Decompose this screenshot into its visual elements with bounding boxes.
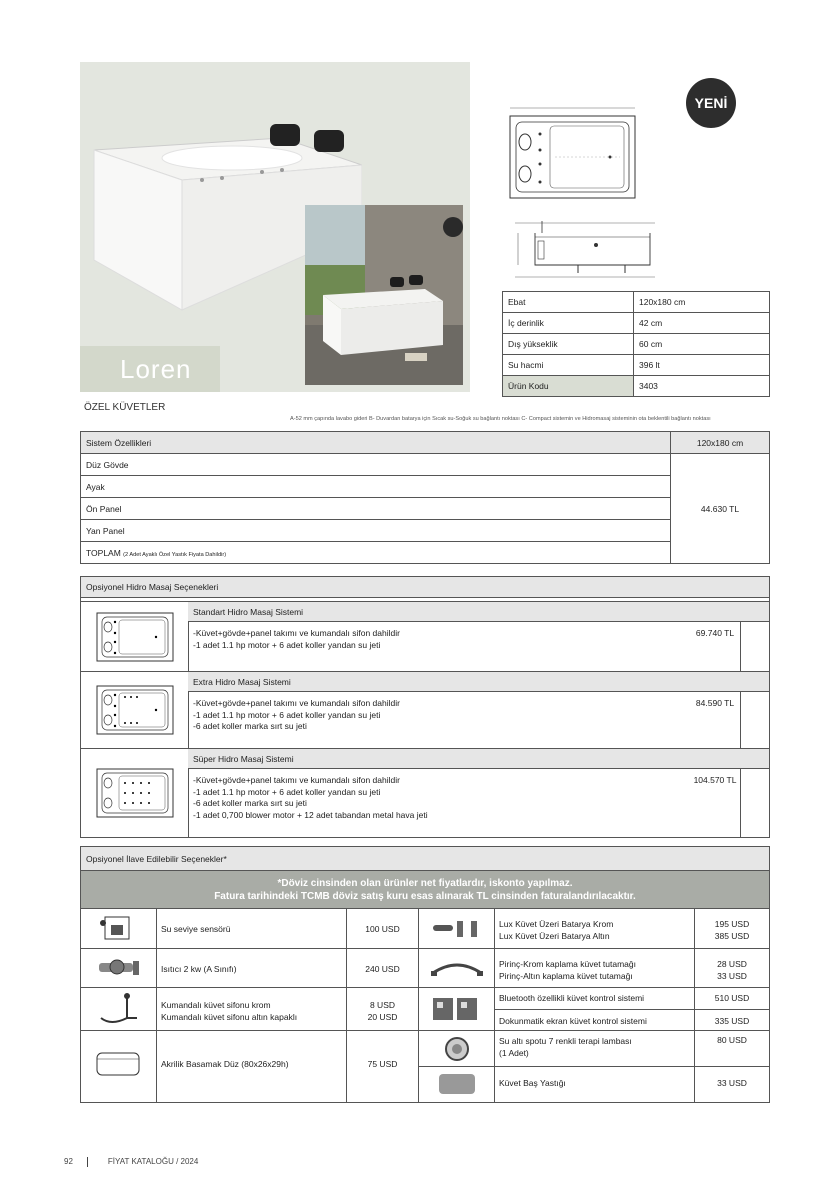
spec-value: 120x180 cm	[634, 292, 770, 313]
notice-line: *Döviz cinsinden olan ürünler net fiyatlardır, iskonto yapılmaz.	[277, 878, 573, 889]
extra-price-cell	[695, 909, 769, 949]
hidro-description	[188, 769, 741, 838]
hidro-line: -1 adet 1.1 hp motor + 6 adet koller yandan su jeti	[193, 709, 381, 720]
water-level-sensor-icon	[81, 909, 157, 949]
extra-label: Akrilik Basamak Düz (80x26x29h)	[157, 1031, 347, 1102]
extra-price: 335 USD	[695, 1010, 769, 1031]
extra-label: Dokunmatik ekran küvet kontrol sistemi	[495, 1010, 695, 1031]
hidro-name: Extra Hidro Masaj Sistemi	[188, 672, 769, 692]
extra-label-cell	[495, 949, 695, 988]
extra-label: Lux Küvet Üzeri Batarya Altın	[499, 931, 610, 941]
total-label: TOPLAM	[86, 547, 121, 558]
spec-label: Ürün Kodu	[503, 376, 634, 397]
extra-price-cell	[695, 949, 769, 988]
extra-price: 8 USD	[369, 1000, 396, 1010]
hidro-description	[188, 622, 741, 672]
extra-price-cell	[347, 988, 419, 1031]
system-header: Sistem Özellikleri	[81, 432, 671, 454]
extra-label: Bluetooth özellikli küvet kontrol sistemi	[495, 988, 695, 1010]
extra-price: 100 USD	[347, 909, 419, 949]
spec-table	[502, 291, 770, 397]
extra-label: (1 Adet)	[499, 1048, 529, 1058]
page-number: 92	[64, 1157, 73, 1167]
room-photo	[305, 205, 463, 385]
system-row: Ön Panel	[81, 498, 671, 520]
hidro-line: -1 adet 1.1 hp motor + 6 adet koller yandan su jeti	[193, 639, 381, 650]
notice-line: Fatura tarihindeki TCMB döviz satış kuru esas alınarak TL cinsinden faturalandırılacaktır.	[214, 891, 636, 902]
spec-value: 60 cm	[634, 334, 770, 355]
hidro-price: 104.570 TL	[693, 775, 737, 785]
page-footer	[64, 1157, 198, 1167]
product-hero-image	[80, 62, 470, 392]
hidro-section-extra	[81, 671, 769, 749]
hidro-options	[80, 576, 770, 838]
spec-value: 3403	[634, 376, 770, 397]
hidro-line: -Küvet+gövde+panel takımı ve kumandalı sifon dahildir	[193, 775, 400, 785]
extra-label: Kumandalı küvet sifonu krom	[161, 1000, 271, 1010]
underwater-light-icon	[419, 1031, 495, 1067]
hidro-line: -1 adet 1.1 hp motor + 6 adet koller yandan su jeti	[193, 786, 381, 797]
drawing-notes: A-52 mm çapında lavabo gideri B- Duvardan batarya için Sıcak su-Soğuk su bağlantı noktası C- Compact sistemin ve Hidromasaj sisteminin ota beklentili bağlantı noktası	[290, 416, 711, 422]
system-size: 120x180 cm	[671, 432, 770, 454]
extra-label: Küvet Baş Yastığı	[495, 1067, 695, 1102]
step-icon	[81, 1031, 157, 1102]
faucet-icon	[419, 909, 495, 949]
pillow-icon	[419, 1067, 495, 1102]
spec-label: İç derinlik	[503, 313, 634, 334]
extra-price: 28 USD	[717, 959, 747, 969]
extra-price: 33 USD	[717, 1078, 747, 1088]
hidro-section-super	[81, 748, 769, 838]
grab-handle-icon	[419, 949, 495, 988]
hidro-name: Süper Hidro Masaj Sistemi	[188, 749, 769, 769]
system-price: 44.630 TL	[671, 454, 770, 564]
catalog-title: FİYAT KATALOĞU / 2024	[107, 1157, 199, 1167]
hidro-line: -6 adet koller marka sırt su jeti	[193, 798, 307, 808]
extra-label: Pirinç-Altın kaplama küvet tutamağı	[499, 971, 633, 981]
heater-icon	[81, 949, 157, 988]
extra-label: Su seviye sensörü	[157, 909, 347, 949]
tub-jets-thumbnail	[81, 672, 189, 749]
extra-price: 33 USD	[717, 971, 747, 981]
tub-jets-thumbnail	[81, 602, 189, 672]
hidro-line: -Küvet+gövde+panel takımı ve kumandalı sifon dahildir	[193, 628, 400, 638]
system-total-row	[81, 542, 671, 564]
extra-price: 510 USD	[695, 988, 769, 1010]
hidro-line: -6 adet koller marka sırt su jeti	[193, 721, 307, 731]
hidro-description	[188, 692, 741, 749]
extra-label-cell	[495, 909, 695, 949]
total-note: (2 Adet Ayaklı Özel Yastık Fiyata Dahildir)	[123, 551, 227, 558]
tub-jets-thumbnail	[81, 749, 189, 838]
new-badge: YENİ	[686, 78, 736, 128]
spec-label: Dış yükseklik	[503, 334, 634, 355]
hidro-line: -Küvet+gövde+panel takımı ve kumandalı sifon dahildir	[193, 698, 400, 708]
extra-label: Kumandalı küvet sifonu altın kapaklı	[161, 1012, 298, 1022]
extra-price: 20 USD	[367, 1012, 398, 1022]
product-name: Loren	[120, 354, 192, 384]
currency-notice	[81, 871, 769, 909]
top-view-drawing	[500, 102, 655, 202]
product-title-box	[80, 346, 220, 392]
extra-price: 385 USD	[714, 931, 750, 941]
extra-price: 195 USD	[714, 919, 750, 929]
hidro-header: Opsiyonel Hidro Masaj Seçenekleri	[81, 577, 769, 598]
extras-header: Opsiyonel İlave Edilebilir Seçenekler*	[81, 847, 769, 871]
spec-value: 42 cm	[634, 313, 770, 334]
extra-price: 75 USD	[347, 1031, 419, 1102]
spec-value: 396 lt	[634, 355, 770, 376]
extra-label: Isıtıcı 2 kw (A Sınıfı)	[157, 949, 347, 988]
hidro-price: 84.590 TL	[695, 698, 735, 708]
hidro-section-standard	[81, 601, 769, 672]
extra-label: Pirinç-Krom kaplama küvet tutamağı	[499, 959, 636, 969]
category-caption: ÖZEL KÜVETLER	[84, 402, 166, 413]
system-row: Yan Panel	[81, 520, 671, 542]
extra-label-cell	[157, 988, 347, 1031]
drain-siphon-icon	[81, 988, 157, 1031]
extra-price: 240 USD	[347, 949, 419, 988]
system-row: Düz Gövde	[81, 454, 671, 476]
hidro-price: 69.740 TL	[695, 628, 735, 638]
extra-label: Su altı spotu 7 renkli terapi lambası	[499, 1036, 632, 1046]
spec-label: Su hacmi	[503, 355, 634, 376]
system-row: Ayak	[81, 476, 671, 498]
control-panel-icon	[419, 988, 495, 1031]
hidro-name: Standart Hidro Masaj Sistemi	[188, 602, 769, 622]
extra-price: 80 USD	[695, 1031, 769, 1067]
extra-label-cell	[495, 1031, 695, 1067]
side-view-drawing	[500, 215, 665, 285]
spec-label: Ebat	[503, 292, 634, 313]
system-table	[80, 431, 770, 564]
extra-options	[80, 846, 770, 1103]
extra-label: Lux Küvet Üzeri Batarya Krom	[499, 919, 614, 929]
hidro-line: -1 adet 0,700 blower motor + 12 adet tabandan metal hava jeti	[193, 809, 428, 820]
